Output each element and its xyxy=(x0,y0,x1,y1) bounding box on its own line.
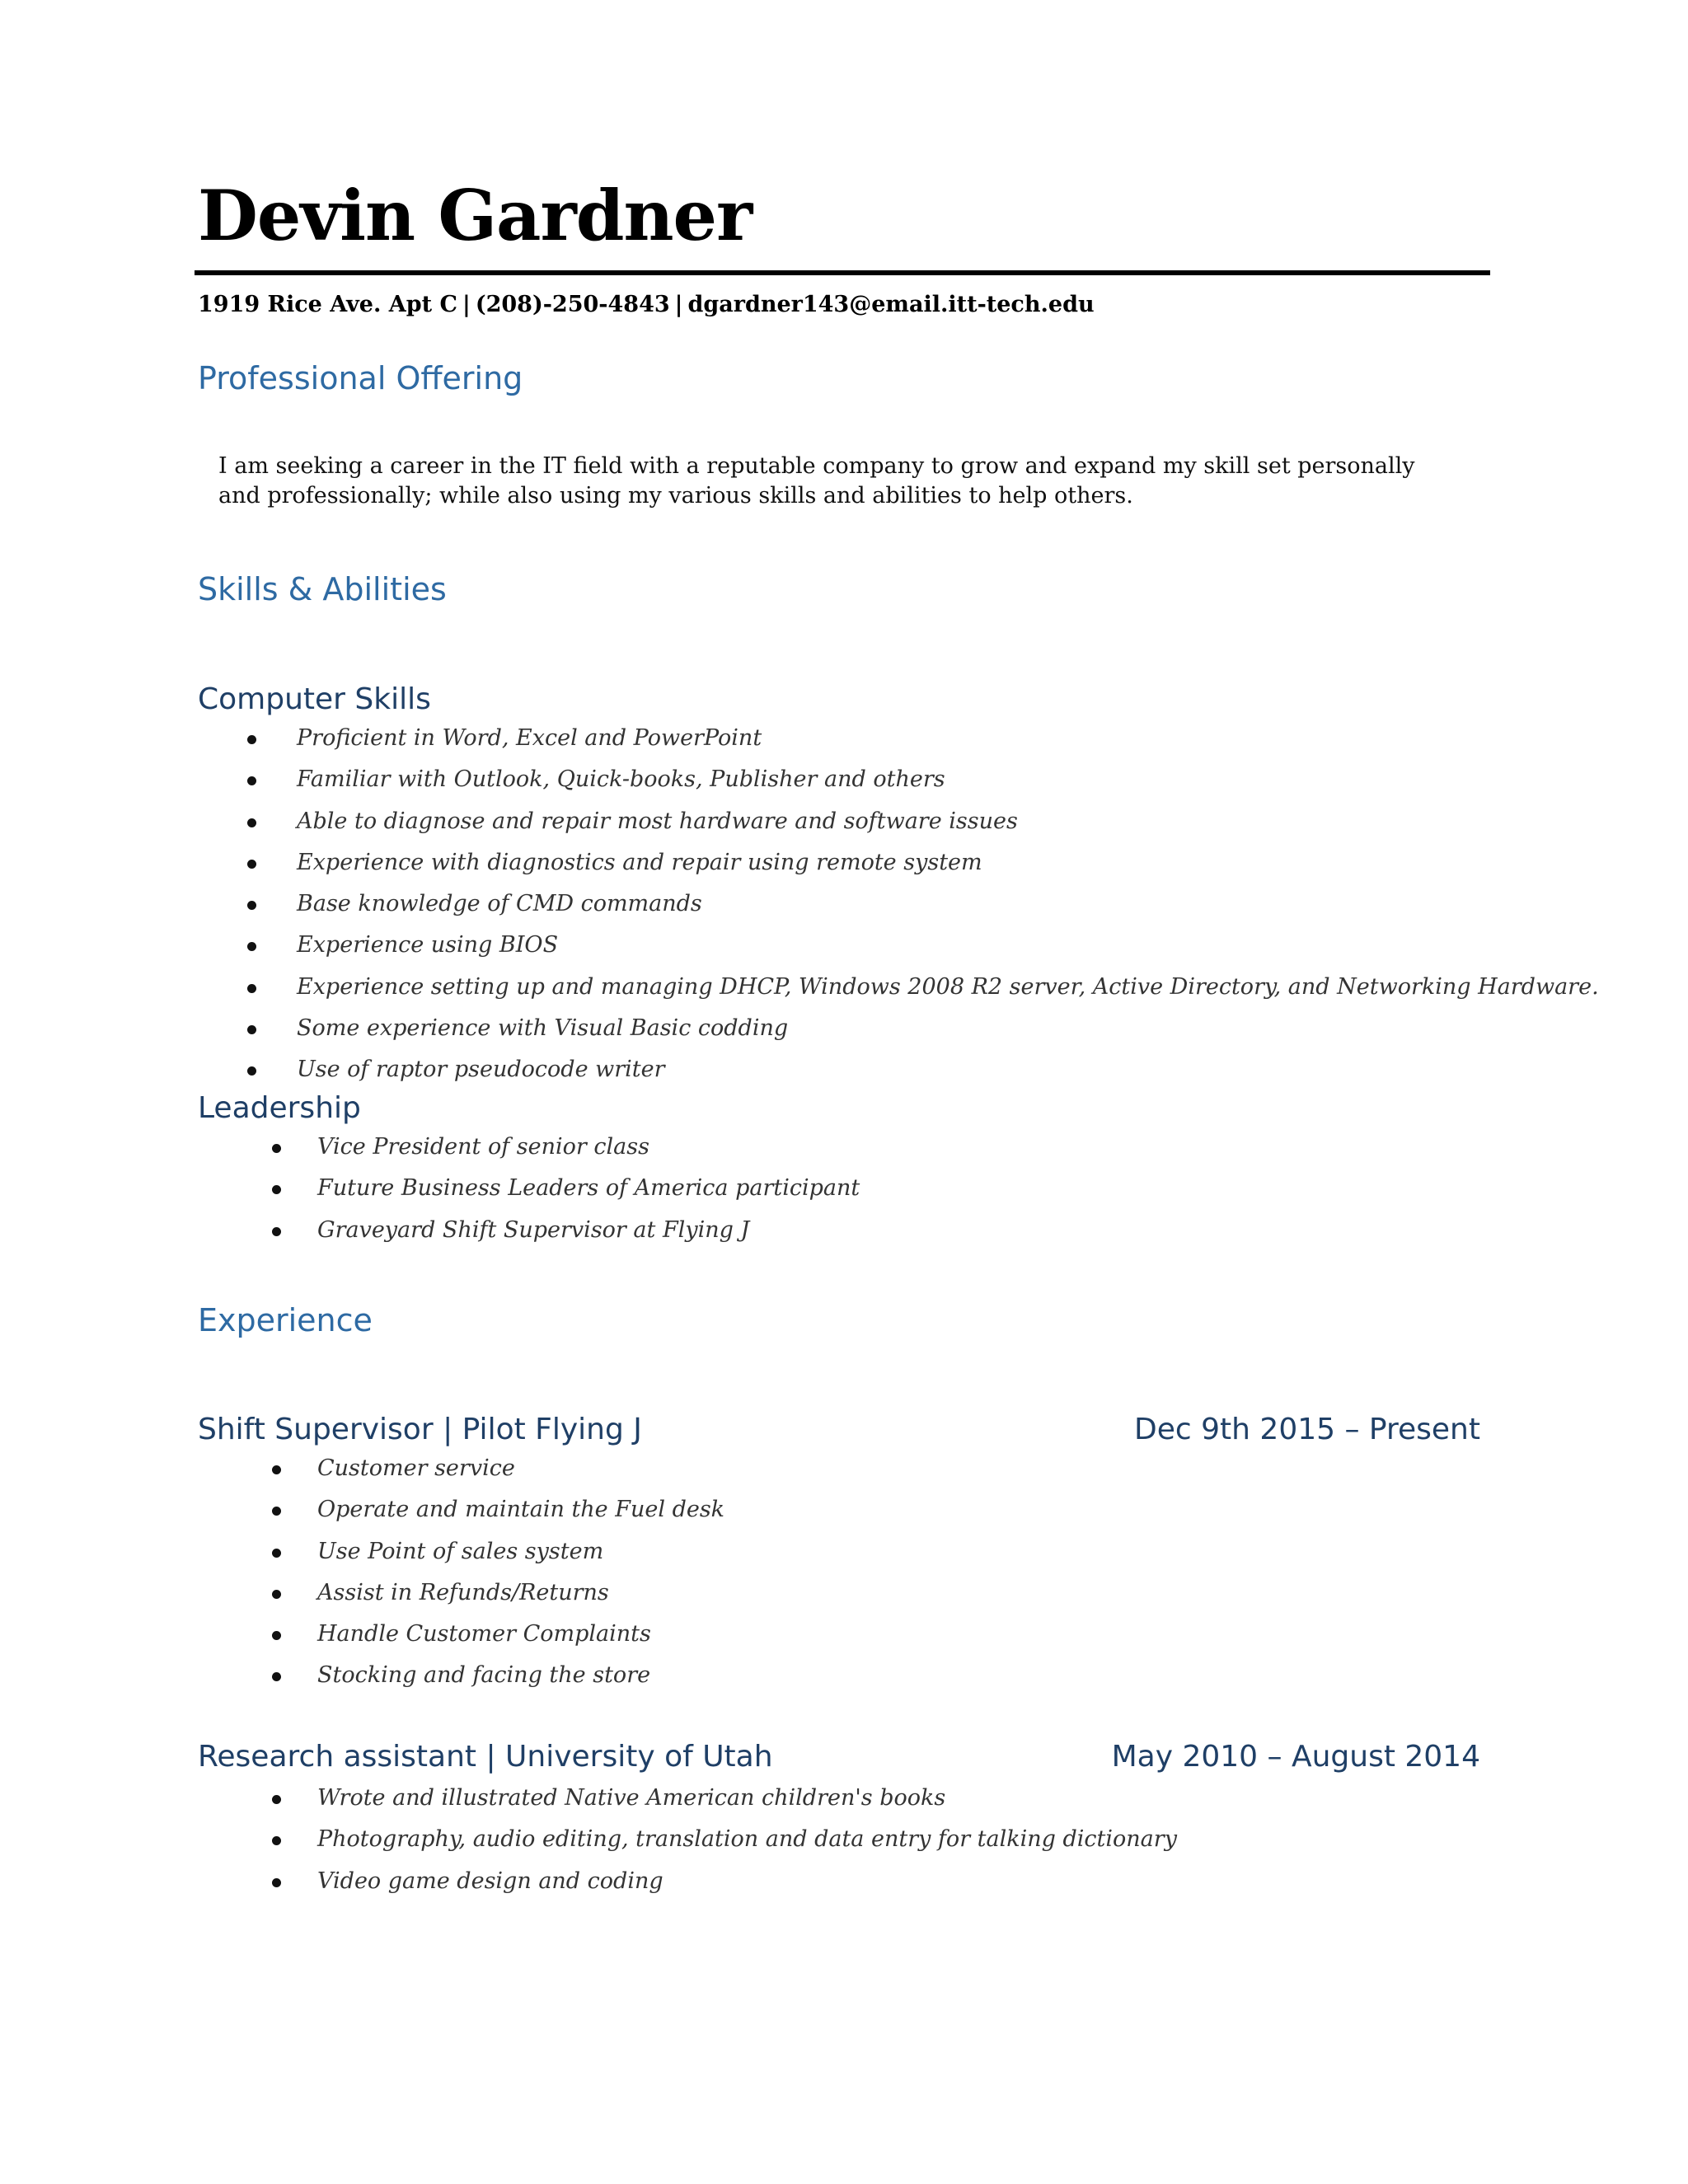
bullet-icon xyxy=(272,1465,281,1474)
list-item: Experience setting up and managing DHCP, Windows 2008 R2 server, Active Directory, and Networking Hardware. xyxy=(297,972,1599,1014)
bullet-icon xyxy=(272,1590,281,1599)
job-title-university-of-utah: Research assistant | University of Utah xyxy=(198,1740,773,1774)
bullet-icon xyxy=(247,735,256,744)
bullet-icon xyxy=(272,1836,281,1845)
bullet-icon xyxy=(272,1549,281,1558)
list-item: Experience with diagnostics and repair using remote system xyxy=(297,848,1599,889)
subhead-computer-skills: Computer Skills xyxy=(198,682,431,716)
section-title-skills: Skills & Abilities xyxy=(198,571,447,607)
header-rule xyxy=(195,270,1490,275)
bullet-icon xyxy=(247,1066,256,1076)
list-item: Able to diagnose and repair most hardware and software issues xyxy=(297,807,1599,848)
list-item: Handle Customer Complaints xyxy=(317,1619,724,1661)
list-item: Familiar with Outlook, Quick-books, Publisher and others xyxy=(297,765,1599,806)
job-dates-pilot-flying-j: Dec 9th 2015 – Present xyxy=(1134,1413,1480,1446)
list-item: Vice President of senior class xyxy=(317,1132,860,1174)
bullet-icon xyxy=(272,1144,281,1153)
email: dgardner143@email.itt-tech.edu xyxy=(687,292,1095,317)
list-item: Photography, audio editing, translation and data entry for talking dictionary xyxy=(317,1825,1177,1866)
bullet-icon xyxy=(247,942,256,951)
bullet-icon xyxy=(247,818,256,827)
address: 1919 Rice Ave. Apt C xyxy=(198,292,457,317)
leadership-list xyxy=(317,1132,860,1257)
contact-separator: | xyxy=(674,292,683,317)
bullet-icon xyxy=(272,1227,281,1236)
bullet-icon xyxy=(272,1795,281,1804)
list-item: Graveyard Shift Supervisor at Flying J xyxy=(317,1216,860,1257)
bullet-icon xyxy=(247,984,256,993)
university-of-utah-duties xyxy=(317,1783,1177,1908)
bullet-icon xyxy=(247,1025,256,1034)
bullet-icon xyxy=(272,1672,281,1681)
list-item: Video game design and coding xyxy=(317,1867,1177,1908)
list-item: Wrote and illustrated Native American children's books xyxy=(317,1783,1177,1825)
job-dates-university-of-utah: May 2010 – August 2014 xyxy=(1111,1740,1480,1774)
computer-skills-list xyxy=(297,724,1599,1097)
contact-line xyxy=(198,290,1095,320)
bullet-icon xyxy=(272,1878,281,1887)
list-item: Operate and maintain the Fuel desk xyxy=(317,1495,724,1536)
section-title-experience: Experience xyxy=(198,1302,373,1338)
professional-offering-text: I am seeking a career in the IT field with a reputable company to grow and expand my skill set personally and professionally; while also using my various skills and abilities to help others. xyxy=(218,453,1415,509)
bullet-icon xyxy=(272,1185,281,1194)
bullet-icon xyxy=(247,901,256,910)
list-item: Use of raptor pseudocode writer xyxy=(297,1055,1599,1096)
list-item: Assist in Refunds/Returns xyxy=(317,1578,724,1619)
bullet-icon xyxy=(272,1507,281,1516)
list-item: Use Point of sales system xyxy=(317,1537,724,1578)
list-item: Proficient in Word, Excel and PowerPoint xyxy=(297,724,1599,765)
job-title-pilot-flying-j: Shift Supervisor | Pilot Flying J xyxy=(198,1413,642,1446)
list-item: Some experience with Visual Basic codding xyxy=(297,1014,1599,1055)
pilot-flying-j-duties xyxy=(317,1454,724,1703)
phone: (208)-250-4843 xyxy=(475,292,670,317)
list-item: Experience using BIOS xyxy=(297,930,1599,972)
bullet-icon xyxy=(247,776,256,785)
bullet-icon xyxy=(247,860,256,869)
bullet-icon xyxy=(272,1631,281,1640)
list-item: Stocking and facing the store xyxy=(317,1661,724,1702)
candidate-name: Devin Gardner xyxy=(198,175,753,256)
section-title-professional-offering: Professional Offering xyxy=(198,360,523,396)
list-item: Customer service xyxy=(317,1454,724,1495)
list-item: Base knowledge of CMD commands xyxy=(297,889,1599,930)
subhead-leadership: Leadership xyxy=(198,1091,361,1125)
contact-separator: | xyxy=(462,292,471,317)
list-item: Future Business Leaders of America participant xyxy=(317,1174,860,1215)
